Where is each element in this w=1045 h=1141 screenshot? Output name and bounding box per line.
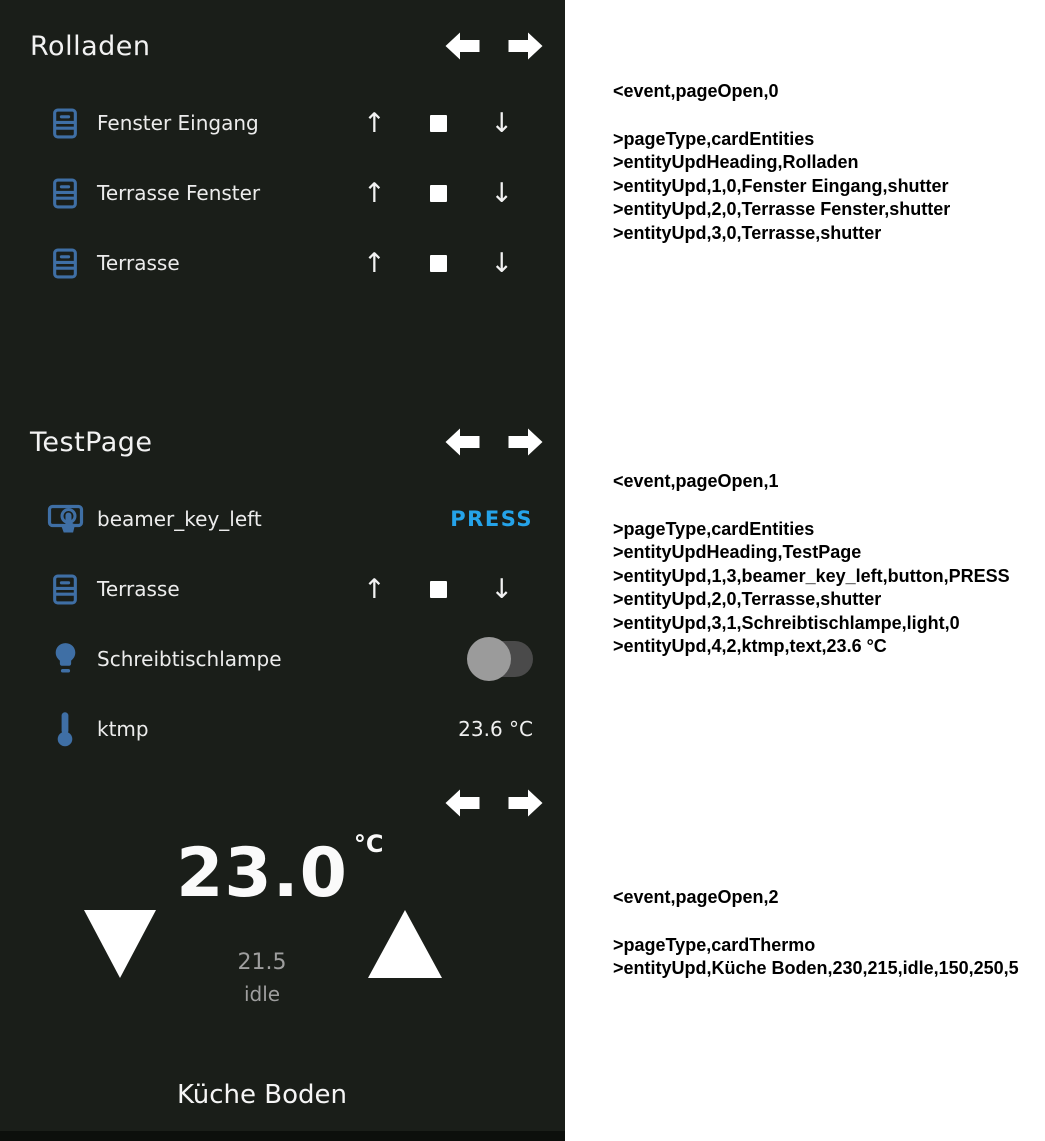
current-temperature	[0, 830, 524, 913]
temperature-unit: °C	[353, 830, 384, 858]
nav-left-arrow-icon[interactable]	[445, 31, 480, 61]
lightbulb-icon	[45, 642, 85, 676]
shutter-controls	[363, 573, 513, 605]
entity-list	[0, 88, 565, 298]
hvac-status: idle	[243, 982, 281, 1006]
nav-right-arrow-icon[interactable]	[508, 31, 543, 61]
shutter-stop-button[interactable]	[430, 185, 447, 202]
entity-label: Terrasse	[97, 251, 180, 275]
page-nav	[445, 788, 543, 818]
log-line: >entityUpd,3,0,Terrasse,shutter	[613, 222, 882, 243]
nav-right-arrow-icon[interactable]	[508, 788, 543, 818]
nav-left-arrow-icon[interactable]	[445, 788, 480, 818]
shutter-down-button[interactable]: ↓	[490, 107, 513, 139]
entity-list	[0, 484, 565, 764]
page-title: Rolladen	[30, 30, 151, 62]
log-block-page2	[613, 886, 1043, 981]
window-shutter-icon	[45, 574, 85, 605]
log-block-page0	[613, 80, 1043, 245]
panel-bottom-edge	[0, 1131, 565, 1141]
window-shutter-icon	[45, 178, 85, 209]
log-line: >entityUpd,2,0,Terrasse,shutter	[613, 589, 882, 609]
log-event-line: <event,pageOpen,1	[613, 471, 779, 491]
entity-label: Schreibtischlampe	[97, 647, 282, 671]
target-temperature: 21.5	[237, 950, 287, 975]
shutter-up-button[interactable]: ↑	[363, 177, 386, 209]
log-block-page1	[613, 470, 1043, 659]
nav-left-arrow-icon[interactable]	[445, 427, 480, 457]
toggle-knob	[467, 637, 511, 681]
shutter-up-button[interactable]: ↑	[363, 107, 386, 139]
shutter-down-button[interactable]: ↓	[490, 247, 513, 279]
window-shutter-icon	[45, 248, 85, 279]
entity-row-shutter	[0, 554, 565, 624]
gesture-tap-button-icon	[45, 503, 85, 535]
light-toggle-off[interactable]	[467, 637, 533, 681]
log-line: >pageType,cardThermo	[613, 934, 816, 955]
entity-row-shutter	[0, 158, 565, 228]
entity-row-button	[0, 484, 565, 554]
log-line: >entityUpd,3,1,Schreibtischlampe,light,0	[613, 612, 960, 633]
shutter-stop-button[interactable]	[430, 115, 447, 132]
shutter-controls	[363, 107, 513, 139]
card-testpage	[0, 418, 565, 764]
shutter-down-button[interactable]: ↓	[490, 573, 513, 605]
log-line: >pageType,cardEntities	[613, 128, 815, 149]
shutter-stop-button[interactable]	[430, 255, 447, 272]
nav-right-arrow-icon[interactable]	[508, 427, 543, 457]
card-rolladen	[0, 22, 565, 298]
entity-row-shutter	[0, 88, 565, 158]
card-thermo	[0, 780, 565, 1141]
thermostat-name: Küche Boden	[177, 1080, 347, 1110]
shutter-stop-button[interactable]	[430, 581, 447, 598]
entity-row-shutter	[0, 228, 565, 298]
log-line: >entityUpd,1,3,beamer_key_left,button,PRESS	[613, 565, 1010, 586]
shutter-up-button[interactable]: ↑	[363, 573, 386, 605]
card-header	[0, 22, 565, 70]
entity-label: ktmp	[97, 717, 149, 741]
shutter-controls	[363, 247, 513, 279]
current-temperature-value: 23.0	[176, 834, 348, 913]
entity-row-light	[0, 624, 565, 694]
log-line: >entityUpdHeading,TestPage	[613, 542, 862, 562]
press-button[interactable]: PRESS	[450, 507, 533, 531]
page-title: TestPage	[30, 426, 153, 458]
log-line: >entityUpd,2,0,Terrasse Fenster,shutter	[613, 199, 951, 219]
entity-label: Terrasse	[97, 577, 180, 601]
log-event-line: <event,pageOpen,2	[613, 887, 779, 907]
card-header	[0, 418, 565, 466]
entity-label: Fenster Eingang	[97, 111, 259, 135]
page-nav	[445, 31, 543, 61]
page-nav	[445, 427, 543, 457]
entity-label: beamer_key_left	[97, 507, 262, 531]
thermometer-icon	[45, 711, 85, 747]
log-line: >entityUpd,1,0,Fenster Eingang,shutter	[613, 175, 949, 196]
entity-label: Terrasse Fenster	[97, 181, 261, 205]
sensor-value: 23.6 °C	[458, 717, 533, 741]
log-line: >entityUpd,4,2,ktmp,text,23.6 °C	[613, 636, 887, 656]
entity-row-text	[0, 694, 565, 764]
log-line: >entityUpd,Küche Boden,230,215,idle,150,250,5	[613, 958, 1019, 978]
window-shutter-icon	[45, 108, 85, 139]
shutter-controls	[363, 177, 513, 209]
shutter-down-button[interactable]: ↓	[490, 177, 513, 209]
log-line: >entityUpdHeading,Rolladen	[613, 152, 859, 172]
log-line: >pageType,cardEntities	[613, 518, 815, 539]
shutter-up-button[interactable]: ↑	[363, 247, 386, 279]
log-event-line: <event,pageOpen,0	[613, 81, 779, 101]
